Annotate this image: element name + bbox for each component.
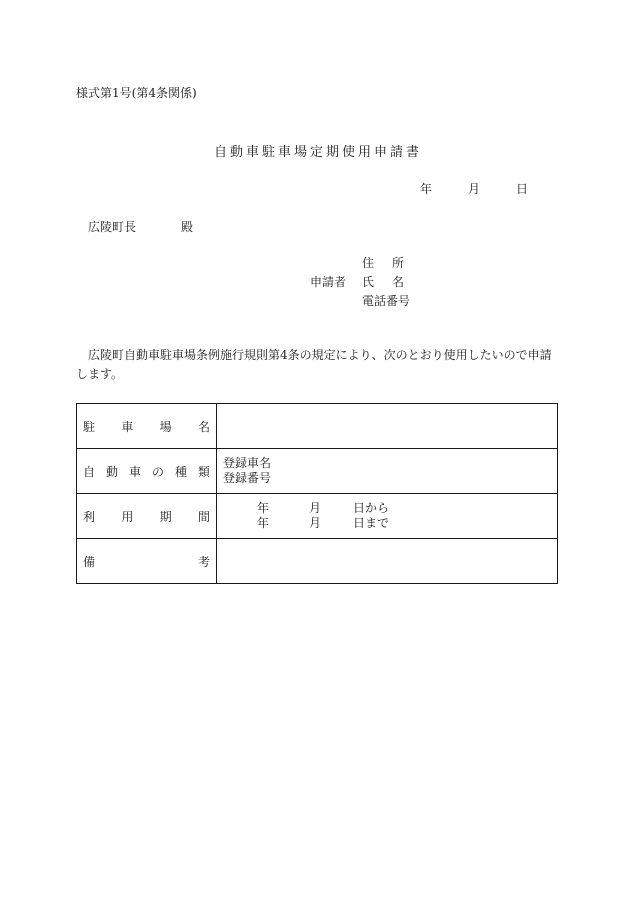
applicant-address-label: 住所	[362, 256, 423, 270]
vehicle-type-label	[77, 449, 217, 494]
label-char: 用	[121, 509, 134, 524]
label-char: 車	[121, 419, 134, 434]
remarks-field[interactable]	[217, 539, 558, 584]
remarks-label	[77, 539, 217, 584]
date-day: 日	[516, 182, 529, 196]
registration-number-label: 登録番号	[223, 471, 272, 485]
table-row	[77, 449, 558, 494]
table-row	[77, 494, 558, 539]
label-char: 車	[128, 464, 141, 479]
applicant-name-label: 氏名	[362, 275, 423, 289]
date-month: 月	[468, 182, 481, 196]
label-char: 間	[197, 509, 210, 524]
label-char: 駐	[83, 419, 96, 434]
body-text: 広陵町自動車駐車場条例施行規則第4条の規定により、次のとおり使用したいので申請します。	[76, 348, 552, 381]
label-char: 利	[83, 509, 96, 524]
addressee-name: 広陵町長	[88, 220, 137, 234]
period-from: 年 月 日から	[257, 501, 390, 515]
document-title: 自動車駐車場定期使用申請書	[213, 145, 422, 160]
label-char: 備	[83, 554, 96, 569]
usage-period-label	[77, 494, 217, 539]
form-number: 様式第1号(第4条関係)	[76, 86, 197, 100]
applicant-phone-label: 電話番号	[362, 294, 411, 308]
vehicle-type-field[interactable]	[217, 449, 558, 494]
label-char: 期	[159, 509, 172, 524]
registered-car-name-label: 登録車名	[223, 456, 272, 470]
label-char: 動	[105, 464, 118, 479]
application-table	[76, 403, 558, 584]
label-char: の	[151, 464, 164, 479]
parking-lot-name-field[interactable]	[217, 404, 558, 449]
period-to: 年 月 日まで	[257, 516, 390, 530]
usage-period-field[interactable]	[217, 494, 558, 539]
label-char: 自	[83, 464, 96, 479]
parking-lot-name-label	[77, 404, 217, 449]
applicant-prefix: 申請者	[310, 275, 347, 289]
label-char: 場	[159, 419, 172, 434]
date-year: 年	[420, 182, 433, 196]
addressee-honorific: 殿	[181, 220, 194, 234]
date-line	[420, 180, 528, 197]
label-char: 種	[174, 464, 187, 479]
table-row	[77, 539, 558, 584]
applicant-block	[310, 254, 422, 311]
addressee	[88, 218, 193, 235]
label-char: 名	[197, 419, 210, 434]
label-char: 考	[197, 554, 210, 569]
label-char: 類	[197, 464, 210, 479]
table-row	[77, 404, 558, 449]
